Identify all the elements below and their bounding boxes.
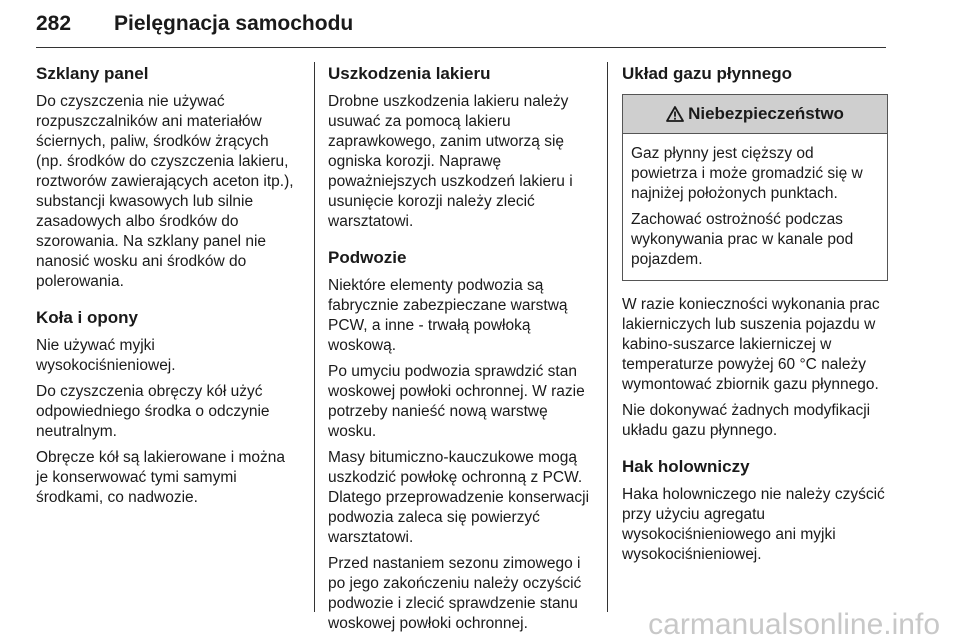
paragraph: Niektóre elementy podwozia są fabrycznie zabezpieczane warstwą PCW, a inne - trwałą powłoką woskową. — [328, 277, 568, 354]
section-title-wheels-tyres: Koła i opony — [36, 308, 138, 327]
section-title-lpg-system: Układ gazu płynnego — [622, 64, 793, 83]
column-left — [36, 62, 298, 514]
column-right — [622, 62, 888, 571]
column-divider — [314, 62, 315, 612]
section-title-underbody: Podwozie — [328, 248, 407, 267]
paragraph: Obręcze kół są lakierowane i można je konserwować tymi samymi środkami, co nadwozie. — [36, 449, 285, 506]
paragraph: Nie dokonywać żadnych modyfikacji układu gazu płynnego. — [622, 402, 871, 439]
column-divider — [607, 62, 608, 612]
paragraph: Do czyszczenia obręczy kół użyć odpowiedniego środka o odczynie neutralnym. — [36, 383, 270, 440]
danger-body — [623, 134, 887, 280]
page-header — [36, 10, 886, 48]
paragraph: Haka holowniczego nie należy czyścić przy użyciu agregatu wysokociśnieniowego ani myjki wysokociśnieniowej. — [622, 486, 885, 563]
section-title-paint-damage: Uszkodzenia lakieru — [328, 64, 491, 83]
section-title-tow-hitch: Hak holowniczy — [622, 457, 750, 476]
chapter-title: Pielęgnacja samochodu — [114, 12, 354, 35]
page-number: 282 — [36, 12, 72, 35]
danger-label: Niebezpieczeństwo — [688, 104, 844, 123]
watermark: carmanualsonline.info — [648, 608, 940, 641]
danger-notice — [622, 94, 888, 281]
danger-header — [623, 95, 887, 134]
paragraph: Masy bitumiczno-kauczukowe mogą uszkodzić powłokę ochronną z PCW. Dlatego przeprowadzenie konserwacji podwozia zaleca się powierzyć warsztatowi. — [328, 449, 590, 546]
paragraph: Przed nastaniem sezonu zimowego i po jego zakończeniu należy oczyścić podwozie i zlecić sprawdzenie stanu woskowej powłoki ochronnej. — [328, 555, 582, 632]
column-middle — [328, 62, 590, 640]
paragraph: Do czyszczenia nie używać rozpuszczalników ani materiałów ściernych, paliw, środków żrących (np. środków do czyszczenia lakieru, roztworów zawierających aceton itp.), substancji kwasowych lub silnie zasadowych albo środków do szorowania. Na szklany panel nie nanosić wosku ani środków do polerowania. — [36, 93, 294, 290]
paragraph: W razie konieczności wykonania prac lakierniczych lub suszenia pojazdu w kabino-suszarce lakierniczej w temperaturze powyżej 60 °C należy wymontować zbiornik gazu płynnego. — [622, 296, 880, 393]
paragraph: Nie używać myjki wysokociśnieniowej. — [36, 337, 176, 374]
warning-triangle-icon — [666, 106, 684, 122]
paragraph: Zachować ostrożność podczas wykonywania prac w kanale pod pojazdem. — [631, 211, 854, 268]
paragraph: Po umyciu podwozia sprawdzić stan woskowej powłoki ochronnej. W razie potrzeby nanieść nową warstwę wosku. — [328, 363, 585, 440]
paragraph: Gaz płynny jest cięższy od powietrza i może gromadzić się w najniżej położonych punktach. — [631, 145, 863, 202]
paragraph: Drobne uszkodzenia lakieru należy usuwać za pomocą lakieru zaprawkowego, zanim utworzą się ogniska korozji. Naprawę poważniejszych uszkodzeń lakieru i usunięcie korozji należy zlecić warsztatowi. — [328, 93, 573, 230]
section-title-glass-panel: Szklany panel — [36, 64, 149, 83]
